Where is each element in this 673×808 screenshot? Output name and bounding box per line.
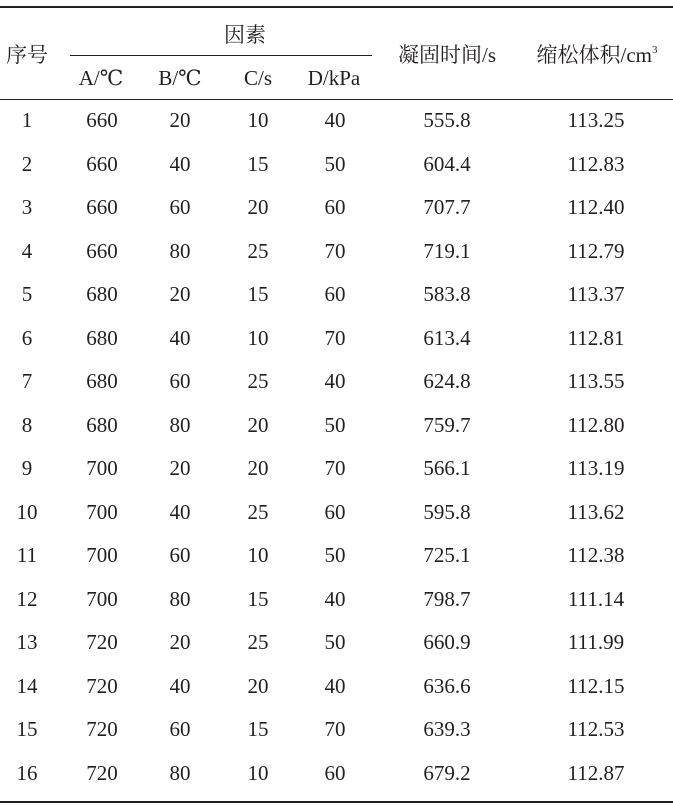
- header-bottom-rule: [0, 99, 673, 100]
- cell-shrinkage-volume: 113.19: [567, 456, 625, 480]
- cell-solidification-time: 639.3: [423, 717, 471, 741]
- cell-index: 1: [21, 108, 33, 132]
- table-row: [0, 632, 673, 662]
- cell-c: 20: [247, 412, 269, 437]
- factors-group-rule: [70, 55, 372, 56]
- cell-d: 50: [324, 151, 346, 176]
- table-row: [0, 719, 673, 749]
- cell-solidification-time: 719.1: [423, 238, 471, 263]
- table-row: [0, 110, 673, 140]
- cell-d: 60: [324, 499, 346, 524]
- table-row: [0, 586, 673, 619]
- table-row: [0, 760, 673, 793]
- cell-shrinkage-volume: 111.99: [567, 630, 625, 654]
- cell-a: 720: [86, 630, 118, 654]
- cell-index: 3: [21, 195, 33, 219]
- cell-c: 20: [247, 456, 269, 480]
- header-shrinkage-volume: [537, 45, 658, 66]
- cell-b: 80: [169, 760, 191, 785]
- cell-d: 40: [324, 673, 346, 698]
- cell-d: 50: [324, 412, 346, 437]
- cell-shrinkage-volume: 112.40: [567, 195, 625, 219]
- cell-index: 7: [21, 369, 33, 393]
- cell-a: 680: [86, 412, 118, 437]
- cell-shrinkage-volume: 112.38: [567, 543, 625, 567]
- cell-b: 40: [169, 499, 191, 524]
- cell-a: 680: [86, 369, 118, 393]
- header-factor-d: D/kPa: [307, 66, 361, 90]
- cell-c: 15: [247, 151, 269, 176]
- cell-d: 70: [324, 325, 346, 350]
- cell-shrinkage-volume: 112.15: [567, 673, 625, 698]
- cell-d: 40: [324, 369, 346, 393]
- cell-solidification-time: 636.6: [423, 673, 471, 698]
- cell-shrinkage-volume: 111.14: [567, 586, 625, 611]
- cell-solidification-time: 725.1: [423, 543, 471, 567]
- cell-index: 10: [16, 499, 38, 524]
- cell-d: 50: [324, 543, 346, 567]
- header-solidification-time: 凝固时间/s: [397, 43, 497, 67]
- table-row: [0, 371, 673, 401]
- table-row: [0, 545, 673, 575]
- cell-shrinkage-volume: 113.37: [567, 282, 625, 306]
- cell-index: 5: [21, 282, 33, 306]
- cell-d: 70: [324, 717, 346, 741]
- table-row: [0, 151, 673, 184]
- cell-index: 9: [21, 456, 33, 480]
- cell-c: 15: [247, 282, 269, 306]
- cell-a: 700: [86, 586, 118, 611]
- cell-a: 660: [86, 195, 118, 219]
- cell-d: 60: [324, 195, 346, 219]
- cell-b: 20: [169, 630, 191, 654]
- cell-c: 20: [247, 673, 269, 698]
- cell-index: 4: [21, 238, 33, 263]
- cell-b: 40: [169, 673, 191, 698]
- cell-solidification-time: 613.4: [423, 325, 471, 350]
- cell-a: 700: [86, 456, 118, 480]
- cell-a: 720: [86, 673, 118, 698]
- cell-solidification-time: 624.8: [423, 369, 471, 393]
- cell-shrinkage-volume: 113.55: [567, 369, 625, 393]
- cell-a: 700: [86, 543, 118, 567]
- cell-b: 20: [169, 456, 191, 480]
- cell-b: 40: [169, 151, 191, 176]
- cell-b: 20: [169, 282, 191, 306]
- cell-b: 40: [169, 325, 191, 350]
- cell-index: 16: [16, 760, 38, 785]
- cell-c: 25: [247, 238, 269, 263]
- cell-d: 70: [324, 238, 346, 263]
- table-row: [0, 197, 673, 227]
- cell-a: 680: [86, 282, 118, 306]
- cell-d: 60: [324, 760, 346, 785]
- cell-d: 60: [324, 282, 346, 306]
- cell-d: 50: [324, 630, 346, 654]
- cell-solidification-time: 759.7: [423, 412, 471, 437]
- table-top-rule: [0, 6, 673, 8]
- cell-b: 60: [169, 543, 191, 567]
- cell-b: 80: [169, 412, 191, 437]
- table-row: [0, 499, 673, 532]
- cell-a: 720: [86, 760, 118, 785]
- header-factors: 因素: [224, 23, 266, 47]
- cell-solidification-time: 595.8: [423, 499, 471, 524]
- header-factor-a: A/℃: [78, 66, 124, 90]
- cell-solidification-time: 798.7: [423, 586, 471, 611]
- cell-d: 70: [324, 456, 346, 480]
- table-row: [0, 325, 673, 358]
- cell-solidification-time: 555.8: [423, 108, 471, 132]
- cell-c: 15: [247, 586, 269, 611]
- cell-a: 660: [86, 151, 118, 176]
- cell-solidification-time: 583.8: [423, 282, 471, 306]
- header-factor-c: C/s: [243, 66, 273, 90]
- cell-shrinkage-volume: 112.81: [567, 325, 625, 350]
- cell-solidification-time: 660.9: [423, 630, 471, 654]
- cell-b: 80: [169, 238, 191, 263]
- cell-c: 10: [247, 543, 269, 567]
- cell-solidification-time: 707.7: [423, 195, 471, 219]
- cell-index: 8: [21, 412, 33, 437]
- header-factor-b: B/℃: [158, 66, 202, 90]
- cell-c: 25: [247, 499, 269, 524]
- cell-a: 700: [86, 499, 118, 524]
- table-row: [0, 238, 673, 271]
- cell-index: 14: [16, 673, 38, 698]
- cell-c: 25: [247, 630, 269, 654]
- cell-solidification-time: 679.2: [423, 760, 471, 785]
- cell-b: 80: [169, 586, 191, 611]
- table-row: [0, 458, 673, 488]
- cell-index: 12: [16, 586, 38, 611]
- cell-index: 2: [21, 151, 33, 176]
- cell-index: 6: [21, 325, 33, 350]
- cell-shrinkage-volume: 112.53: [567, 717, 625, 741]
- cell-solidification-time: 566.1: [423, 456, 471, 480]
- cell-shrinkage-volume: 112.83: [567, 151, 625, 176]
- cell-b: 60: [169, 717, 191, 741]
- cell-b: 60: [169, 195, 191, 219]
- cell-shrinkage-volume: 112.87: [567, 760, 625, 785]
- cell-shrinkage-volume: 113.25: [567, 108, 625, 132]
- cell-c: 15: [247, 717, 269, 741]
- table-row: [0, 673, 673, 706]
- table-row: [0, 412, 673, 445]
- cell-a: 680: [86, 325, 118, 350]
- cell-a: 720: [86, 717, 118, 741]
- cell-shrinkage-volume: 112.79: [567, 238, 625, 263]
- cell-c: 10: [247, 325, 269, 350]
- cell-shrinkage-volume: 113.62: [567, 499, 625, 524]
- header-shrinkage-volume-label: 缩松体积/cm: [536, 43, 652, 67]
- cell-solidification-time: 604.4: [423, 151, 471, 176]
- table-bottom-rule: [0, 801, 673, 803]
- cell-c: 25: [247, 369, 269, 393]
- cell-c: 10: [247, 760, 269, 785]
- cell-d: 40: [324, 586, 346, 611]
- header-index: 序号: [6, 43, 48, 67]
- cell-d: 40: [324, 108, 346, 132]
- cell-b: 60: [169, 369, 191, 393]
- cell-a: 660: [86, 108, 118, 132]
- header-shrinkage-volume-exponent: 3: [652, 44, 658, 56]
- cell-index: 11: [16, 543, 38, 567]
- table-row: [0, 284, 673, 314]
- cell-c: 20: [247, 195, 269, 219]
- cell-c: 10: [247, 108, 269, 132]
- cell-index: 13: [16, 630, 38, 654]
- cell-a: 660: [86, 238, 118, 263]
- cell-index: 15: [16, 717, 38, 741]
- cell-b: 20: [169, 108, 191, 132]
- cell-shrinkage-volume: 112.80: [567, 412, 625, 437]
